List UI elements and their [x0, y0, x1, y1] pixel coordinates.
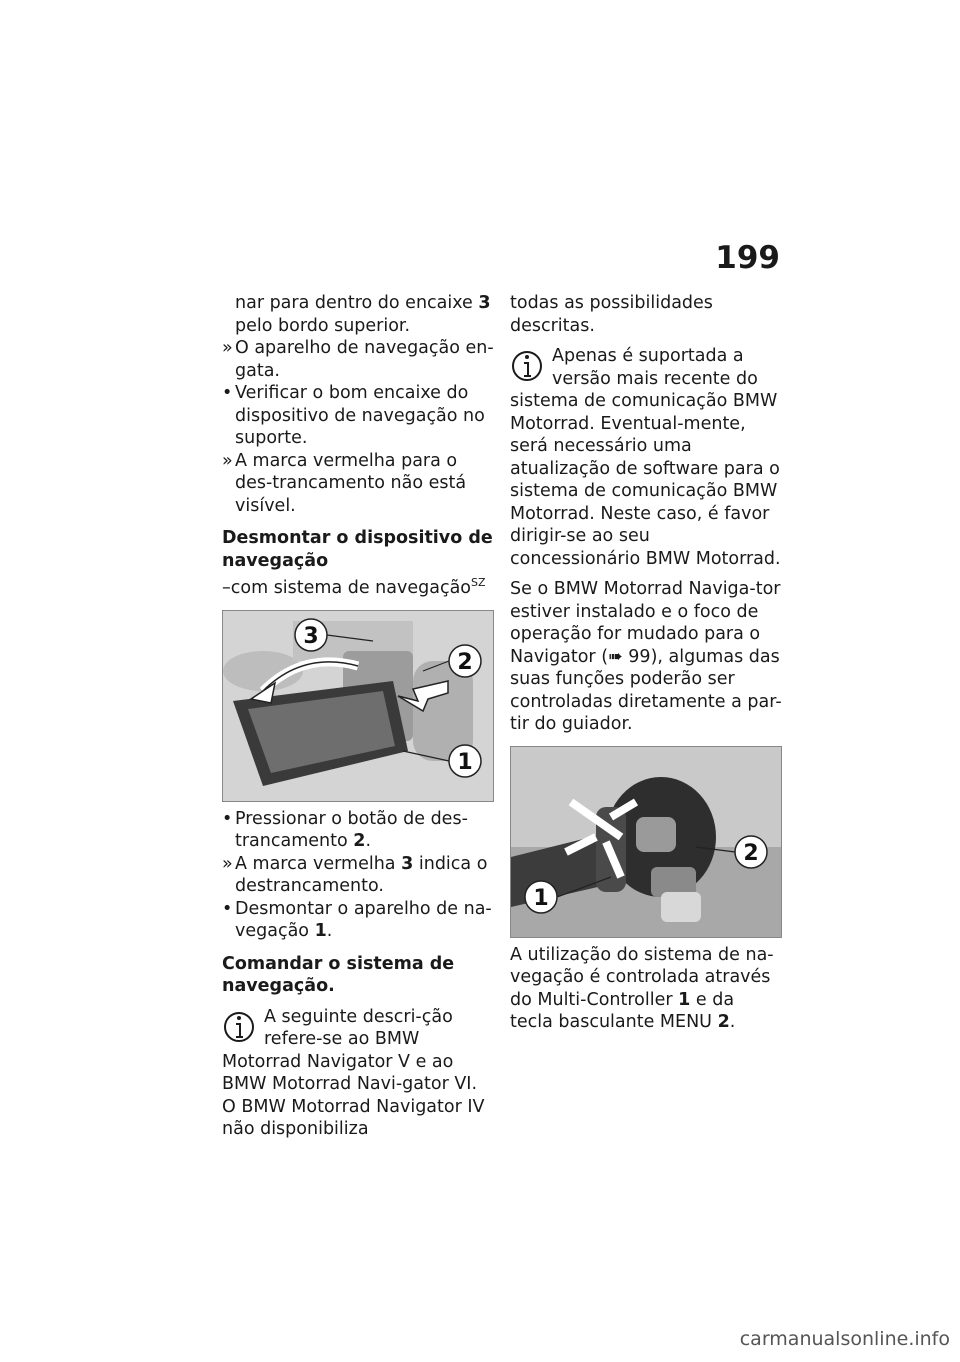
callout-ref: 1 — [314, 921, 327, 941]
page-number: 199 — [715, 240, 780, 276]
callout-2: 2 — [457, 649, 473, 675]
result-text: indica o destrancamento. — [235, 853, 488, 896]
result-item — [222, 450, 494, 518]
left-column — [222, 292, 494, 1141]
handlebar-controls-figure — [510, 746, 782, 938]
bullet-item: • Pressionar o botão de des-trancamento 2. — [222, 808, 468, 851]
callout-ref: 2 — [353, 831, 366, 851]
result-text: A marca vermelha — [235, 853, 396, 874]
paragraph-text: Se o BMW Motorrad Naviga-tor estiver instalado e o foco de operação for mudado para o Navigator ( — [510, 579, 781, 667]
result-item — [222, 853, 494, 898]
paragraph: A utilização do sistema de na-vegação é controlada através do Multi-Controller 1 e da tecla basculante MENU 2. — [510, 944, 774, 1032]
step-text: nar para dentro do encaixe — [235, 293, 473, 313]
result-marker: » — [222, 450, 233, 471]
bullet-marker: • — [222, 898, 233, 919]
note-text: Apenas é suportada a versão mais recente do sistema de comunicação BMW Motorrad. Eventual-mente, será necessário uma atualização de software para o sistema de comunicação BMW Motorrad. Neste caso, é favor dirigir-se ao seu concessionário BMW Motorrad. — [510, 346, 781, 569]
bullet-text: Verificar o bom encaixe do dispositivo de navegação no suporte. — [235, 383, 485, 448]
section-heading: Comandar o sistema de navegação. — [222, 953, 455, 996]
info-icon — [222, 1008, 256, 1046]
callout-3: 3 — [303, 623, 319, 649]
callout-ref: 2 — [717, 1012, 730, 1032]
info-note — [510, 345, 782, 570]
section-heading: Desmontar o dispositivo de navegação — [222, 528, 493, 571]
page-ref[interactable]: 99 — [628, 646, 651, 667]
paragraph: todas as possibilidades descritas. — [510, 293, 713, 336]
bullet-marker: • — [222, 383, 233, 403]
paragraph-text: ), algumas das suas funções poderão ser controladas diretamente a par-tir do guiador. — [510, 646, 782, 734]
callout-ref: 3 — [401, 853, 414, 874]
info-note — [222, 1006, 494, 1141]
bullet-item — [222, 382, 494, 450]
result-text: A marca vermelha para o des-trancamento não está visível. — [235, 450, 467, 516]
paragraph — [510, 578, 782, 736]
callout-ref: 1 — [678, 989, 691, 1010]
callout-2: 2 — [743, 840, 759, 866]
page-ref-arrow-icon: ➠ — [608, 646, 623, 667]
bullet-item: • Desmontar o aparelho de na-vegação 1. — [222, 898, 492, 941]
right-column — [510, 292, 782, 1034]
option-code: SZ — [471, 576, 486, 589]
info-icon — [510, 347, 544, 385]
bullet-marker: • — [222, 808, 233, 829]
result-item — [222, 337, 494, 382]
condition-text: –com sistema de navegação — [222, 578, 472, 598]
paragraph-text: A utilização do sistema de na-vegação é controlada através do Multi-Controller — [510, 944, 774, 1010]
bullet-text: Desmontar o aparelho de na-vegação — [235, 898, 492, 941]
step-text: pelo bordo superior. — [235, 315, 411, 336]
note-text: A seguinte descri-ção refere-se ao BMW Motorrad Navigator V e ao BMW Motorrad Navi-gator VI. O BMW Motorrad Navigator IV não disponibiliza — [222, 1006, 485, 1139]
navigator-removal-figure — [222, 610, 494, 802]
result-marker: » — [222, 338, 233, 358]
continued-step — [222, 292, 494, 337]
watermark: carmanualsonline.info — [739, 1328, 950, 1350]
section-condition — [222, 572, 494, 600]
callout-1: 1 — [457, 749, 473, 775]
bullet-text: Pressionar o botão de des-trancamento — [235, 808, 468, 851]
result-text: O aparelho de navegação en-gata. — [235, 338, 494, 381]
callout-1: 1 — [533, 885, 549, 911]
callout-ref: 3 — [478, 293, 491, 313]
result-marker: » — [222, 853, 233, 874]
paragraph-text: e da tecla basculante MENU — [510, 989, 735, 1032]
